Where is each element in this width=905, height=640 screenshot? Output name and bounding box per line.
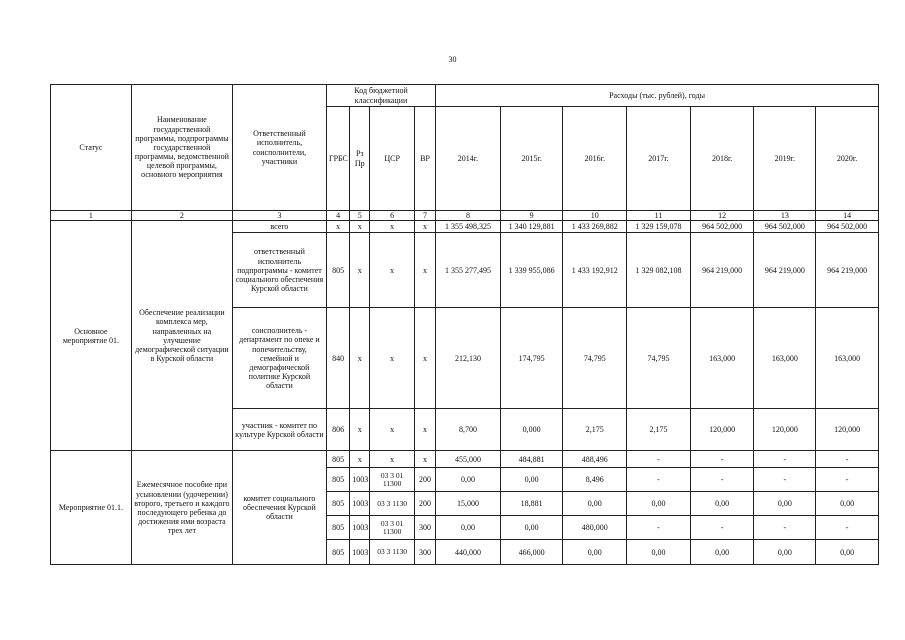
header-vr: ВР xyxy=(414,107,435,211)
cell-vr: х xyxy=(414,233,435,308)
header-year: 2019г. xyxy=(754,107,816,211)
cell-value: 455,000 xyxy=(436,451,501,468)
column-number-row xyxy=(51,211,879,221)
cell-grbs: 805 xyxy=(326,233,349,308)
cell-value: 120,000 xyxy=(754,409,816,451)
cell-value: 1 355 277,495 xyxy=(436,233,501,308)
row-name: Ежемесячное пособие при усыновлении (удочерении) второго, третьего и каждого последующего ребенка до достижения ими возраста трех лет xyxy=(131,451,232,565)
header-name: Наименование государственной программы, подпрограммы государственной программы, ведомственной целевой программы, основного мероприятия xyxy=(131,85,232,211)
cell-value: 8,496 xyxy=(563,468,627,492)
cell-value: 1 329 159,078 xyxy=(627,221,691,233)
cell-grbs: 805 xyxy=(326,516,349,540)
row-responsible: комитет социального обеспечения Курской области xyxy=(232,451,326,565)
cell-csr: 03 3 1130 xyxy=(370,492,414,516)
cell-csr: х xyxy=(370,221,414,233)
cell-value: 120,000 xyxy=(816,409,879,451)
header-rzpr: Рз Пр xyxy=(350,107,370,211)
cell-value: 964 502,000 xyxy=(690,221,754,233)
header-year: 2014г. xyxy=(436,107,501,211)
cell-value: 0,00 xyxy=(754,540,816,565)
cell-csr: 03 3 01 11300 xyxy=(370,468,414,492)
column-number: 2 xyxy=(131,211,232,221)
header-csr: ЦСР xyxy=(370,107,414,211)
cell-grbs: 806 xyxy=(326,409,349,451)
table-row xyxy=(51,451,879,468)
cell-value: - xyxy=(690,516,754,540)
cell-value: 488,496 xyxy=(563,451,627,468)
header-year: 2018г. xyxy=(690,107,754,211)
cell-vr: х xyxy=(414,409,435,451)
cell-value: 964 219,000 xyxy=(816,233,879,308)
column-number: 10 xyxy=(563,211,627,221)
cell-value: - xyxy=(816,468,879,492)
cell-value: - xyxy=(816,516,879,540)
header-status: Статус xyxy=(51,85,132,211)
page-number: 30 xyxy=(448,55,457,64)
cell-rzpr: 1003 xyxy=(350,492,370,516)
cell-rzpr: х xyxy=(350,233,370,308)
cell-rzpr: х xyxy=(350,409,370,451)
column-number: 14 xyxy=(816,211,879,221)
cell-csr: 03 3 1130 xyxy=(370,540,414,565)
cell-value: - xyxy=(816,451,879,468)
column-number: 12 xyxy=(690,211,754,221)
cell-vr: х xyxy=(414,451,435,468)
cell-value: 15,000 xyxy=(436,492,501,516)
cell-value: 484,881 xyxy=(500,451,563,468)
cell-value: 0,000 xyxy=(500,409,563,451)
cell-value: 0,00 xyxy=(436,468,501,492)
cell-value: 163,000 xyxy=(816,308,879,409)
cell-value: 0,00 xyxy=(500,516,563,540)
cell-grbs: 840 xyxy=(326,308,349,409)
cell-value: 1 433 192,912 xyxy=(563,233,627,308)
cell-grbs: х xyxy=(326,221,349,233)
cell-value: 0,00 xyxy=(563,492,627,516)
row-responsible: ответственный исполнитель подпрограммы - комитет социального обеспечения Курской области xyxy=(232,233,326,308)
cell-value: 74,795 xyxy=(563,308,627,409)
cell-value: 0,00 xyxy=(500,468,563,492)
cell-value: 0,00 xyxy=(690,540,754,565)
cell-value: 964 502,000 xyxy=(754,221,816,233)
cell-value: - xyxy=(754,516,816,540)
row-responsible: всего xyxy=(232,221,326,233)
cell-vr: х xyxy=(414,221,435,233)
header-year: 2015г. xyxy=(500,107,563,211)
cell-rzpr: 1003 xyxy=(350,516,370,540)
column-number: 8 xyxy=(436,211,501,221)
cell-value: 1 355 498,325 xyxy=(436,221,501,233)
cell-value: 964 219,000 xyxy=(690,233,754,308)
header-expenses: Расходы (тыс. рублей), годы xyxy=(436,85,879,107)
cell-value: - xyxy=(754,468,816,492)
table-row xyxy=(51,221,879,233)
column-number: 7 xyxy=(414,211,435,221)
header-year: 2016г. xyxy=(563,107,627,211)
cell-value: 0,00 xyxy=(754,492,816,516)
cell-value: 466,000 xyxy=(500,540,563,565)
column-number: 9 xyxy=(500,211,563,221)
cell-value: 2,175 xyxy=(627,409,691,451)
cell-grbs: 805 xyxy=(326,451,349,468)
cell-vr: х xyxy=(414,308,435,409)
cell-value: 0,00 xyxy=(690,492,754,516)
cell-value: 480,000 xyxy=(563,516,627,540)
cell-value: 0,00 xyxy=(627,492,691,516)
cell-vr: 300 xyxy=(414,516,435,540)
cell-rzpr: х xyxy=(350,451,370,468)
row-responsible: соисполнитель - департамент по опеке и попечительству, семейной и демографической политике Курской области xyxy=(232,308,326,409)
cell-value: 18,881 xyxy=(500,492,563,516)
cell-csr: х xyxy=(370,233,414,308)
cell-rzpr: х xyxy=(350,308,370,409)
header-year: 2017г. xyxy=(627,107,691,211)
cell-vr: 300 xyxy=(414,540,435,565)
row-responsible: участник - комитет по культуре Курской области xyxy=(232,409,326,451)
cell-value: 0,00 xyxy=(436,516,501,540)
cell-value: 0,00 xyxy=(816,540,879,565)
column-number: 13 xyxy=(754,211,816,221)
cell-value: 0,00 xyxy=(816,492,879,516)
cell-csr: х xyxy=(370,451,414,468)
cell-value: 0,00 xyxy=(627,540,691,565)
cell-value: 163,000 xyxy=(690,308,754,409)
cell-value: 2,175 xyxy=(563,409,627,451)
cell-vr: 200 xyxy=(414,468,435,492)
cell-value: - xyxy=(627,468,691,492)
cell-rzpr: 1003 xyxy=(350,540,370,565)
cell-value: 964 502,000 xyxy=(816,221,879,233)
header-grbs: ГРБС xyxy=(326,107,349,211)
cell-value: 120,000 xyxy=(690,409,754,451)
cell-value: - xyxy=(690,468,754,492)
column-number: 5 xyxy=(350,211,370,221)
budget-table xyxy=(50,84,879,565)
column-number: 6 xyxy=(370,211,414,221)
cell-value: 1 339 955,086 xyxy=(500,233,563,308)
row-name: Обеспечение реализации комплекса мер, направленных на улучшение демографической ситуации в Курской области xyxy=(131,221,232,451)
column-number: 1 xyxy=(51,211,132,221)
cell-value: 1 340 129,881 xyxy=(500,221,563,233)
cell-value: 74,795 xyxy=(627,308,691,409)
cell-value: - xyxy=(627,516,691,540)
cell-csr: х xyxy=(370,409,414,451)
cell-grbs: 805 xyxy=(326,492,349,516)
header-budget-code: Код бюджетной классификации xyxy=(326,85,435,107)
cell-value: - xyxy=(627,451,691,468)
cell-value: - xyxy=(754,451,816,468)
cell-value: 1 433 269,882 xyxy=(563,221,627,233)
cell-csr: 03 3 01 11300 xyxy=(370,516,414,540)
header-responsible: Ответственный исполнитель, соисполнители, участники xyxy=(232,85,326,211)
cell-value: 0,00 xyxy=(563,540,627,565)
column-number: 4 xyxy=(326,211,349,221)
row-status: Основное мероприятие 01. xyxy=(51,221,132,451)
cell-value: 163,000 xyxy=(754,308,816,409)
header-row-1 xyxy=(51,85,879,107)
cell-value: 1 329 082,108 xyxy=(627,233,691,308)
cell-grbs: 805 xyxy=(326,468,349,492)
column-number: 3 xyxy=(232,211,326,221)
cell-rzpr: 1003 xyxy=(350,468,370,492)
header-year: 2020г. xyxy=(816,107,879,211)
cell-value: 174,795 xyxy=(500,308,563,409)
cell-value: 964 219,000 xyxy=(754,233,816,308)
cell-value: - xyxy=(690,451,754,468)
cell-value: 440,000 xyxy=(436,540,501,565)
column-number: 11 xyxy=(627,211,691,221)
cell-csr: х xyxy=(370,308,414,409)
cell-rzpr: х xyxy=(350,221,370,233)
cell-value: 8,700 xyxy=(436,409,501,451)
cell-vr: 200 xyxy=(414,492,435,516)
row-status: Мероприятие 01.1. xyxy=(51,451,132,565)
cell-grbs: 805 xyxy=(326,540,349,565)
cell-value: 212,130 xyxy=(436,308,501,409)
